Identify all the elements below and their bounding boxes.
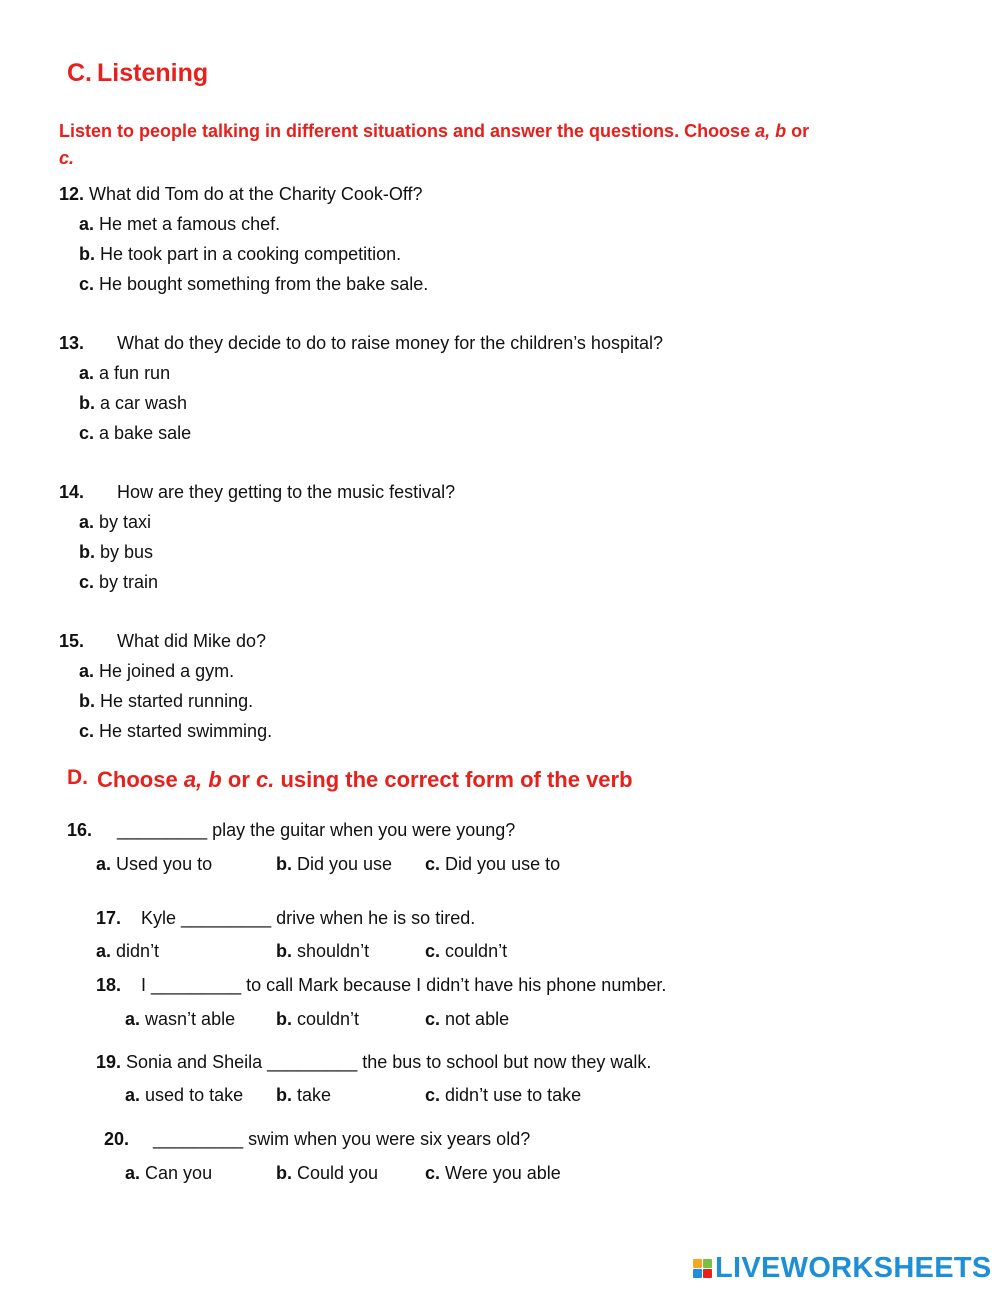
question-12 <box>59 184 423 205</box>
option-12c[interactable] <box>79 274 428 295</box>
option-15b[interactable] <box>79 691 253 712</box>
question-number: 12. <box>59 184 85 204</box>
question-15-number: 15. <box>59 631 85 651</box>
option-text: a car wash <box>100 393 188 413</box>
option-text: Used you to <box>116 854 213 874</box>
option-text: wasn’t able <box>145 1009 236 1029</box>
option-text: used to take <box>145 1085 244 1105</box>
option-letter: b. <box>276 1163 292 1183</box>
option-text: a fun run <box>99 363 171 383</box>
option-14c[interactable] <box>79 572 158 593</box>
option-20b[interactable] <box>276 1163 378 1184</box>
option-16c[interactable] <box>425 854 560 875</box>
liveworksheets-logo[interactable] <box>693 1252 992 1285</box>
option-14b[interactable] <box>79 542 153 563</box>
option-text: not able <box>445 1009 510 1029</box>
logo-block <box>693 1259 702 1268</box>
option-12a[interactable] <box>79 214 280 235</box>
option-19b[interactable] <box>276 1085 331 1106</box>
option-letter: c. <box>425 1163 441 1183</box>
question-17-number: 17. <box>96 908 122 928</box>
option-18a[interactable] <box>125 1009 235 1030</box>
section-d-title <box>97 767 633 793</box>
option-16b[interactable] <box>276 854 392 875</box>
option-text: He started running. <box>100 691 254 711</box>
option-12b[interactable] <box>79 244 401 265</box>
option-text: He met a famous chef. <box>99 214 281 234</box>
option-letter: c. <box>79 274 95 294</box>
section-c-letter: C. <box>67 59 92 87</box>
question-17-text: Kyle _________ drive when he is so tired. <box>141 908 476 928</box>
option-letter: b. <box>79 244 95 264</box>
option-text: didn’t use to take <box>445 1085 582 1105</box>
option-letter: c. <box>79 423 95 443</box>
option-letter: c. <box>425 1085 441 1105</box>
option-text: take <box>297 1085 332 1105</box>
option-text: Did you use <box>297 854 393 874</box>
option-letter: a. <box>79 363 95 383</box>
question-20-text: _________ swim when you were six years old? <box>153 1129 531 1149</box>
option-letter: a. <box>96 854 112 874</box>
option-text: He took part in a cooking competition. <box>100 244 402 264</box>
option-text: Did you use to <box>445 854 561 874</box>
option-letter: c. <box>425 854 441 874</box>
option-13b[interactable] <box>79 393 187 414</box>
question-19-number: 19. <box>96 1052 122 1072</box>
option-15c[interactable] <box>79 721 272 742</box>
option-letter: c. <box>79 572 95 592</box>
option-13a[interactable] <box>79 363 170 384</box>
option-text: Were you able <box>445 1163 561 1183</box>
question-14-text: How are they getting to the music festival? <box>117 482 456 502</box>
instruction-a-b: a, b <box>755 121 787 141</box>
option-19c[interactable] <box>425 1085 581 1106</box>
section-d-letter: D. <box>67 766 88 789</box>
instruction-c: c. <box>59 148 75 168</box>
logo-block <box>703 1259 712 1268</box>
option-18c[interactable] <box>425 1009 509 1030</box>
option-15a[interactable] <box>79 661 234 682</box>
option-letter: b. <box>276 941 292 961</box>
option-letter: a. <box>79 214 95 234</box>
option-18b[interactable] <box>276 1009 359 1030</box>
option-text: He joined a gym. <box>99 661 235 681</box>
question-16-text: _________ play the guitar when you were young? <box>117 820 516 840</box>
option-text: He bought something from the bake sale. <box>99 274 429 294</box>
logo-block <box>703 1269 712 1278</box>
option-letter: b. <box>276 1085 292 1105</box>
option-16a[interactable] <box>96 854 212 875</box>
question-13-text: What do they decide to do to raise money for the children’s hospital? <box>117 333 663 353</box>
option-13c[interactable] <box>79 423 191 444</box>
option-text: a bake sale <box>99 423 192 443</box>
option-letter: a. <box>125 1163 141 1183</box>
question-14-number: 14. <box>59 482 85 502</box>
option-text: couldn’t <box>445 941 508 961</box>
title-choose: Choose <box>97 767 178 792</box>
option-letter: b. <box>79 542 95 562</box>
option-letter: b. <box>276 854 292 874</box>
option-text: by bus <box>100 542 154 562</box>
instruction-text: Listen to people talking in different situations and answer the questions. Choose <box>59 121 756 141</box>
option-19a[interactable] <box>125 1085 243 1106</box>
option-text: Could you <box>297 1163 379 1183</box>
title-b: b <box>208 767 222 792</box>
title-a: a, <box>183 767 203 792</box>
title-or: or <box>227 767 250 792</box>
option-letter: b. <box>79 393 95 413</box>
option-text: by train <box>99 572 159 592</box>
option-17c[interactable] <box>425 941 507 962</box>
question-13-number: 13. <box>59 333 85 353</box>
question-16-number: 16. <box>67 820 93 840</box>
option-20c[interactable] <box>425 1163 561 1184</box>
option-letter: c. <box>425 941 441 961</box>
question-text: What did Tom do at the Charity Cook-Off? <box>89 184 423 204</box>
instruction-or: or <box>786 121 810 141</box>
option-letter: c. <box>79 721 95 741</box>
option-text: shouldn’t <box>297 941 370 961</box>
title-rest: using the correct form of the verb <box>280 767 633 792</box>
option-17b[interactable] <box>276 941 369 962</box>
option-letter: a. <box>125 1009 141 1029</box>
option-letter: b. <box>276 1009 292 1029</box>
title-c: c. <box>256 767 275 792</box>
logo-text: LIVEWORKSHEETS <box>715 1252 992 1284</box>
section-c-title: Listening <box>97 59 209 87</box>
option-letter: a. <box>79 512 95 532</box>
option-letter: c. <box>425 1009 441 1029</box>
question-18-text: I _________ to call Mark because I didn’t have his phone number. <box>141 975 667 995</box>
option-20a[interactable] <box>125 1163 212 1184</box>
option-text: didn’t <box>116 941 160 961</box>
option-17a[interactable] <box>96 941 159 962</box>
logo-block <box>693 1269 702 1278</box>
option-text: couldn’t <box>297 1009 360 1029</box>
option-letter: a. <box>79 661 95 681</box>
option-14a[interactable] <box>79 512 151 533</box>
option-letter: b. <box>79 691 95 711</box>
question-20-number: 20. <box>104 1129 130 1149</box>
option-letter: a. <box>96 941 112 961</box>
question-18-number: 18. <box>96 975 122 995</box>
option-text: Can you <box>145 1163 213 1183</box>
option-text: by taxi <box>99 512 152 532</box>
section-c-instruction <box>59 121 809 142</box>
logo-blocks-icon <box>693 1259 712 1278</box>
option-text: He started swimming. <box>99 721 273 741</box>
option-letter: a. <box>125 1085 141 1105</box>
question-19-text: Sonia and Sheila _________ the bus to school but now they walk. <box>126 1052 652 1072</box>
question-15-text: What did Mike do? <box>117 631 267 651</box>
